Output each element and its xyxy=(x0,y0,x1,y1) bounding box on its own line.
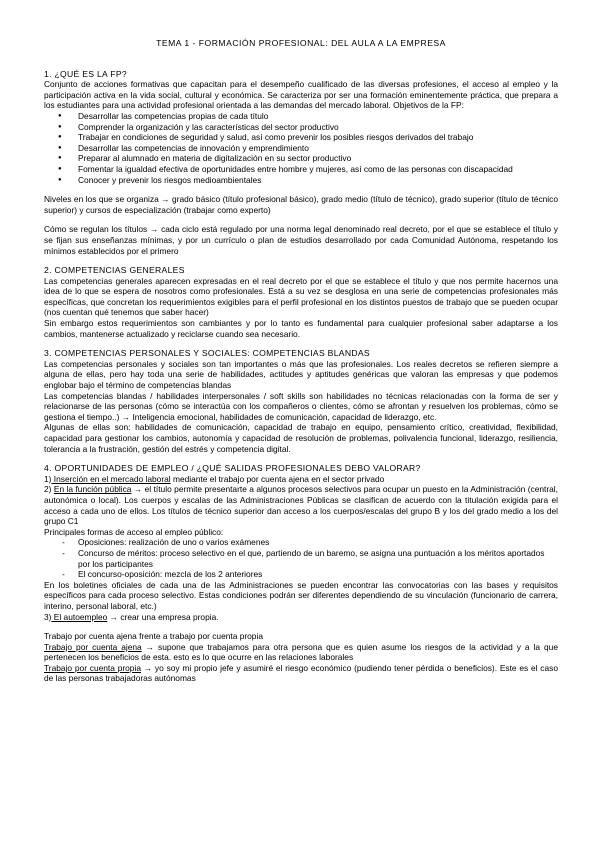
option-1-number: 1) xyxy=(44,473,52,484)
section-2-paragraph-1: Las competencias generales aparecen expresadas en el real decreto por el que se establece el título y que nos permite hacernos una idea de lo que se espera de nosotros como profesionales. Está a su vez se desglosa en una serie de competencias profesionales más específicas, que concretan los requerimientos exigibles para el perfil profesional en los distintos puestos de trabajo que se pueden ocupar (nos cuentan qué tenemos que saber hacer) xyxy=(44,275,558,318)
list-item: - El concurso-oposición: mezcla de los 2 anteriores xyxy=(48,569,558,580)
list-item: ● Conocer y prevenir los riesgos medioambientales xyxy=(48,175,558,186)
cuenta-propia-label: Trabajo por cuenta propia xyxy=(44,662,141,673)
section-4-heading: 4. OPORTUNIDADES DE EMPLEO / ¿QUÉ SALIDAS PROFESIONALES DEBO VALORAR? xyxy=(44,463,421,474)
option-3-paragraph xyxy=(44,612,558,623)
option-1-text: mediante el trabajo por cuenta ajena en el sector privado xyxy=(170,473,385,484)
list-item: ● Fomentar la igualdad efectiva de oportunidades entre hombre y mujeres, así como de las personas con discapacidad xyxy=(48,164,558,175)
option-2-number: 2) xyxy=(44,484,54,495)
option-2-text: → el título permite presentarte a algunos procesos selectivos para ocupar un puesto en la Administración (central, autonómica o local). Los cuerpos y escalas de las Administraciones Públicas se clasifican de acuerdo con la titulación exigida para el acceso a cada uno de ellos. Los títulos de técnico superior dan acceso a los cuerpos/escalas del grupo B y los del grado medio a los del grupo C1 xyxy=(44,484,558,527)
option-2-paragraph xyxy=(44,484,558,526)
list-item: ● Desarrollar las competencias propias de cada título xyxy=(48,111,558,122)
section-3-heading: 3. COMPETENCIAS PERSONALES Y SOCIALES: COMPETENCIAS BLANDAS xyxy=(44,348,370,359)
bulletins-paragraph: En los boletines oficiales de cada una de las Administraciones se pueden encontrar las convocatorias con las bases y requisitos específicos para cada proceso selectivo. Estas condiciones podrán ser diferentes dependiendo de su vinculación (funcionario de carrera, interino, personal laboral, etc.) xyxy=(44,579,558,611)
list-item: - Concurso de méritos: proceso selectivo en el que, partiendo de un baremo, se asigna una puntuación a los méritos aportados por los participantes xyxy=(48,548,558,569)
section-2-paragraph-2: Sin embargo estos requerimientos son cambiantes y por lo tanto es fundamental para cualquier profesional saber adaptarse a los cambios, mantenerse actualizado y reciclarse cuando sea necesario. xyxy=(44,318,558,339)
option-2-label: En la función pública xyxy=(53,484,132,495)
document-title: TEMA 1 - FORMACIÓN PROFESIONAL: DEL AULA A LA EMPRESA xyxy=(156,38,446,48)
option-3-number: 3) xyxy=(44,611,52,622)
list-item: ● Trabajar en condiciones de seguridad y salud, así como prevenir los posibles riesgos derivados del trabajo xyxy=(48,132,558,143)
fp-levels-paragraph: Niveles en los que se organiza → grado básico (título profesional básico), grado medio (título de técnico), grado superior (título de técnico superior) y cursos de especialización (trabajar como experto) xyxy=(44,194,558,215)
section-3-paragraph-1: Las competencias personales y sociales son tan importantes o más que las profesionales. Los reales decretos se refieren siempre a alguna de ellas, pero hay toda una serie de habilidades, actitudes y aptitudes genéricas que valoran las empresas y que podemos englobar bajo el término de competencias blandas xyxy=(44,358,558,391)
cuenta-propia-paragraph xyxy=(44,663,558,684)
section-1-intro: Conjunto de acciones formativas que capacitan para el desempeño cualificado de las diversas profesiones, el acceso al empleo y la participación activa en la vida social, cultural y económica. Se caracteriza por ser una formación eminentemente práctica, que prepara a los estudiantes para una actividad profesional orientada a las demandas del mercado laboral. Objetivos de la FP: xyxy=(44,79,558,111)
section-3-paragraph-2: Las competencias blandas / habilidades interpersonales / soft skills son habilidades no técnicas relacionadas con la forma de ser y relacionarse de las personas (cómo se interactúa con los compañeros o clientes, cómo se afrontan y resuelven los problemas, cómo se gestiona el tiempo..) → Inteligencia emocional, habilidades de comunicación, capacidad de liderazgo, etc. xyxy=(44,390,558,422)
cuenta-ajena-text: → supone que trabajamos para otra persona que es quien asume los riesgos de la actividad y a la que pertenecen los beneficios de esta. esto es lo que ocurre en las relaciones laborales xyxy=(44,641,558,663)
option-1-paragraph xyxy=(44,474,558,485)
option-1-label: Inserción en el mercado laboral xyxy=(51,473,171,484)
cuenta-ajena-paragraph xyxy=(44,642,558,663)
section-1-heading: 1. ¿QUÉ ES LA FP? xyxy=(44,68,127,79)
cuenta-propia-text: → yo soy mi propio jefe y asumiré el riesgo económico (pudiendo tener pérdida o beneficios). Este es el caso de las personas trabajadoras autónomas xyxy=(44,662,558,684)
cuenta-ajena-label: Trabajo por cuenta ajena xyxy=(44,641,142,652)
list-item: ● Desarrollar las competencias de innovación y emprendimiento xyxy=(48,143,558,154)
list-item: ● Comprender la organización y las características del sector productivo xyxy=(48,122,558,133)
list-item: - Oposiciones: realización de uno o varios exámenes xyxy=(48,537,558,548)
access-forms-list xyxy=(44,537,558,579)
fp-objectives-list xyxy=(44,111,558,185)
option-3-text: → crear una empresa propia. xyxy=(107,611,219,622)
section-3-paragraph-3: Algunas de ellas son: habilidades de comunicación, capacidad de trabajo en equipo, pensamiento crítico, creatividad, flexibilidad, capacidad para gestionar los cambios, autonomía y capacidad de resolución de problemas, polivalencia funcional, liderazgo, resiliencia, tolerancia a la frustración, gestión del estrés y competencia digital. xyxy=(44,422,558,454)
list-item: ● Preparar al alumnado en materia de digitalización en su sector productivo xyxy=(48,153,558,164)
access-forms-intro: Principales formas de acceso al empleo público: xyxy=(44,526,224,537)
comparison-heading: Trabajo por cuenta ajena frente a trabajo por cuenta propia xyxy=(44,631,263,642)
option-3-label: El autoempleo xyxy=(51,611,108,622)
section-2-heading: 2. COMPETENCIAS GENERALES xyxy=(44,265,185,276)
fp-titles-paragraph: Cómo se regulan los títulos → cada ciclo está regulado por una norma legal denominado real decreto, por el que se establece el título y se fijan sus enseñanzas mínimas, y por un currículo o plan de estudios desarrollado por cada Comunidad Autónoma, respetando los mínimos establecidos por el primero xyxy=(44,224,558,256)
